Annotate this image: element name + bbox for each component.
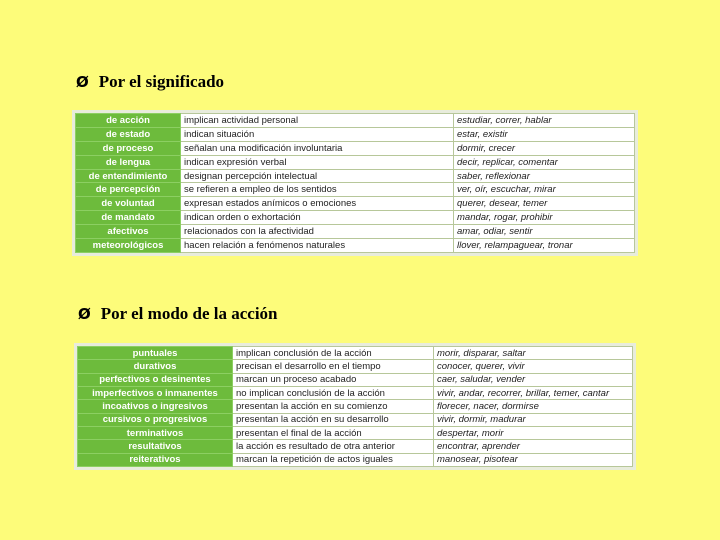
examples-cell: morir, disparar, saltar — [434, 347, 633, 360]
category-cell: incoativos o ingresivos — [78, 400, 233, 413]
table-row — [78, 386, 633, 399]
table-row — [78, 400, 633, 413]
description-cell: presentan la acción en su comienzo — [233, 400, 434, 413]
category-cell: de lengua — [76, 155, 181, 169]
examples-cell: estudiar, correr, hablar — [454, 114, 635, 128]
section-heading-significado — [76, 72, 224, 92]
category-cell: de estado — [76, 127, 181, 141]
table-row — [76, 183, 635, 197]
examples-cell: estar, existir — [454, 127, 635, 141]
examples-cell: vivir, dormir, madurar — [434, 413, 633, 426]
examples-cell: dormir, crecer — [454, 141, 635, 155]
table-row — [76, 225, 635, 239]
examples-cell: encontrar, aprender — [434, 440, 633, 453]
examples-cell: saber, reflexionar — [454, 169, 635, 183]
table-row — [78, 426, 633, 439]
table-row — [78, 453, 633, 466]
table-row — [76, 197, 635, 211]
category-cell: reiterativos — [78, 453, 233, 466]
description-cell: hacen relación a fenómenos naturales — [181, 239, 454, 253]
examples-cell: llover, relampaguear, tronar — [454, 239, 635, 253]
description-cell: señalan una modificación involuntaria — [181, 141, 454, 155]
examples-cell: caer, saludar, vender — [434, 373, 633, 386]
category-cell: resultativos — [78, 440, 233, 453]
category-cell: cursivos o progresivos — [78, 413, 233, 426]
category-cell: afectivos — [76, 225, 181, 239]
category-cell: de mandato — [76, 211, 181, 225]
table-body — [76, 114, 635, 253]
table-row — [76, 211, 635, 225]
table-body — [78, 347, 633, 467]
table-row — [76, 127, 635, 141]
description-cell: implican actividad personal — [181, 114, 454, 128]
table-row — [76, 141, 635, 155]
section-title: Por el significado — [98, 72, 225, 91]
description-cell: expresan estados anímicos o emociones — [181, 197, 454, 211]
examples-cell: mandar, rogar, prohibir — [454, 211, 635, 225]
table-modo-accion — [74, 343, 636, 470]
description-cell: marcan un proceso acabado — [233, 373, 434, 386]
arrow-bullet-icon: Ø — [78, 305, 91, 323]
examples-cell: decir, replicar, comentar — [454, 155, 635, 169]
category-cell: puntuales — [78, 347, 233, 360]
table-row — [78, 373, 633, 386]
table-row — [78, 413, 633, 426]
category-cell: imperfectivos o inmanentes — [78, 386, 233, 399]
table-row — [76, 239, 635, 253]
table-significado — [72, 110, 638, 256]
category-cell: de voluntad — [76, 197, 181, 211]
table-row — [76, 169, 635, 183]
category-cell: de proceso — [76, 141, 181, 155]
category-cell: de acción — [76, 114, 181, 128]
category-cell: perfectivos o desinentes — [78, 373, 233, 386]
category-cell: durativos — [78, 360, 233, 373]
category-cell: meteorológicos — [76, 239, 181, 253]
description-cell: la acción es resultado de otra anterior — [233, 440, 434, 453]
section-title: Por el modo de la acción — [100, 304, 278, 323]
category-cell: terminativos — [78, 426, 233, 439]
description-cell: implican conclusión de la acción — [233, 347, 434, 360]
description-cell: precisan el desarrollo en el tiempo — [233, 360, 434, 373]
table-row — [78, 360, 633, 373]
arrow-bullet-icon: Ø — [76, 73, 89, 91]
description-cell: relacionados con la afectividad — [181, 225, 454, 239]
table-row — [78, 347, 633, 360]
examples-cell: vivir, andar, recorrer, brillar, temer, cantar — [434, 386, 633, 399]
section-heading-modo-accion — [78, 304, 278, 324]
description-cell: indican situación — [181, 127, 454, 141]
table-row — [76, 155, 635, 169]
description-cell: se refieren a empleo de los sentidos — [181, 183, 454, 197]
examples-cell: despertar, morir — [434, 426, 633, 439]
examples-cell: manosear, pisotear — [434, 453, 633, 466]
description-cell: indican orden o exhortación — [181, 211, 454, 225]
examples-cell: querer, desear, temer — [454, 197, 635, 211]
examples-cell: amar, odiar, sentir — [454, 225, 635, 239]
examples-cell: ver, oír, escuchar, mirar — [454, 183, 635, 197]
description-cell: marcan la repetición de actos iguales — [233, 453, 434, 466]
table-row — [78, 440, 633, 453]
category-cell: de percepción — [76, 183, 181, 197]
examples-cell: conocer, querer, vivir — [434, 360, 633, 373]
description-cell: presentan la acción en su desarrollo — [233, 413, 434, 426]
examples-cell: florecer, nacer, dormirse — [434, 400, 633, 413]
description-cell: presentan el final de la acción — [233, 426, 434, 439]
description-cell: designan percepción intelectual — [181, 169, 454, 183]
description-cell: no implican conclusión de la acción — [233, 386, 434, 399]
category-cell: de entendimiento — [76, 169, 181, 183]
table-row — [76, 114, 635, 128]
description-cell: indican expresión verbal — [181, 155, 454, 169]
